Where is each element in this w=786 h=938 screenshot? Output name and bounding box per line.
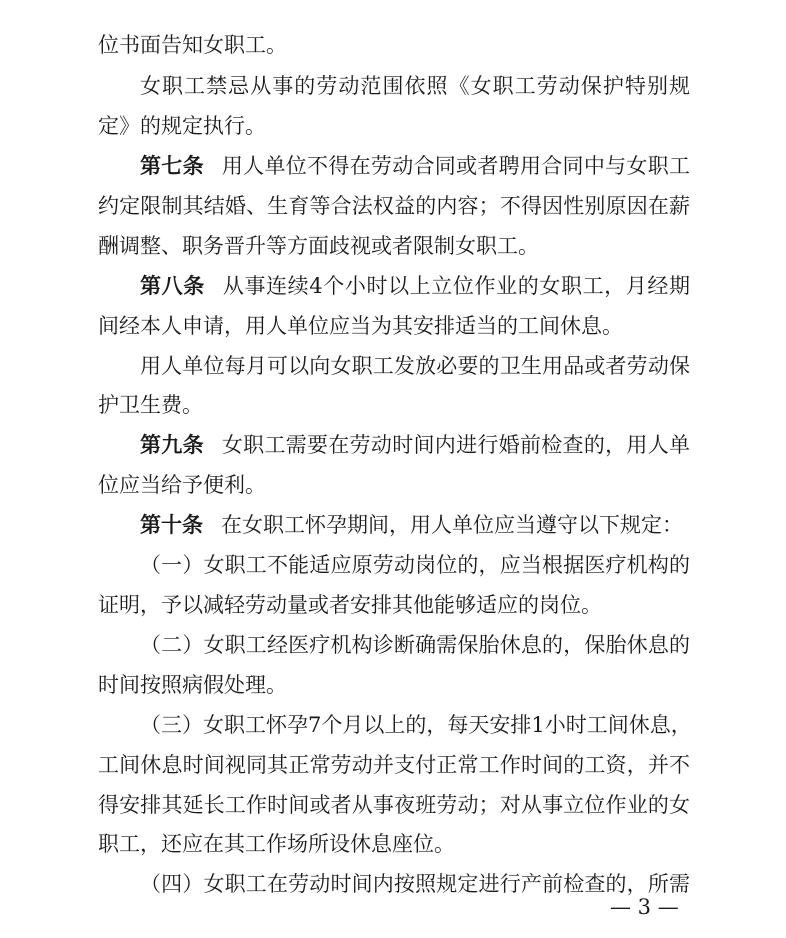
- text-line: 位应当给予便利。: [98, 473, 266, 497]
- text-line: 工间休息时间视同其正常劳动并支付正常工作时间的工资，并不: [98, 753, 690, 777]
- text-line: 位书面告知女职工。: [98, 33, 287, 57]
- text-line: 证明，予以减轻劳动量或者安排其他能够适应的岗位。: [98, 593, 602, 617]
- text-line: （四）女职工在劳动时间内按照规定进行产前检查的，所需: [140, 872, 690, 896]
- article-heading: 第八条: [140, 274, 205, 298]
- text-line: 第七条 用人单位不得在劳动合同或者聘用合同中与女职工: [140, 154, 690, 178]
- text-line: 第九条 女职工需要在劳动时间内进行婚前检查的，用人单: [140, 433, 690, 457]
- text-line: （三）女职工怀孕7个月以上的，每天安排1小时工间休息，: [140, 713, 692, 737]
- article-heading: 第十条: [140, 513, 203, 537]
- text-line: 第八条 从事连续4个小时以上立位作业的女职工，月经期: [140, 274, 691, 298]
- text-line: 第十条 在女职工怀孕期间，用人单位应当遵守以下规定：: [140, 513, 683, 537]
- text-line: 酬调整、职务晋升等方面歧视或者限制女职工。: [98, 234, 539, 258]
- text-line: 得安排其延长工作时间或者从事夜班劳动；对从事立位作业的女: [98, 793, 690, 817]
- text-line: 时间按照病假处理。: [98, 673, 287, 697]
- text-line: 女职工禁忌从事的劳动范围依照《女职工劳动保护特别规: [140, 74, 690, 98]
- article-heading: 第七条: [140, 154, 204, 178]
- text-line: 护卫生费。: [98, 393, 203, 417]
- text-line: （二）女职工经医疗机构诊断确需保胎休息的，保胎休息的: [140, 633, 690, 657]
- text-line: 定》的规定执行。: [98, 114, 266, 138]
- text-line: 间经本人申请，用人单位应当为其安排适当的工间休息。: [98, 314, 623, 338]
- text-line: （一）女职工不能适应原劳动岗位的，应当根据医疗机构的: [140, 553, 690, 577]
- text-line: 职工，还应在其工作场所设休息座位。: [98, 832, 455, 856]
- text-line: 约定限制其结婚、生育等合法权益的内容；不得因性别原因在薪: [98, 194, 690, 218]
- page-number: — 3 —: [610, 895, 679, 919]
- article-heading: 第九条: [140, 433, 204, 457]
- text-line: 用人单位每月可以向女职工发放必要的卫生用品或者劳动保: [140, 354, 690, 378]
